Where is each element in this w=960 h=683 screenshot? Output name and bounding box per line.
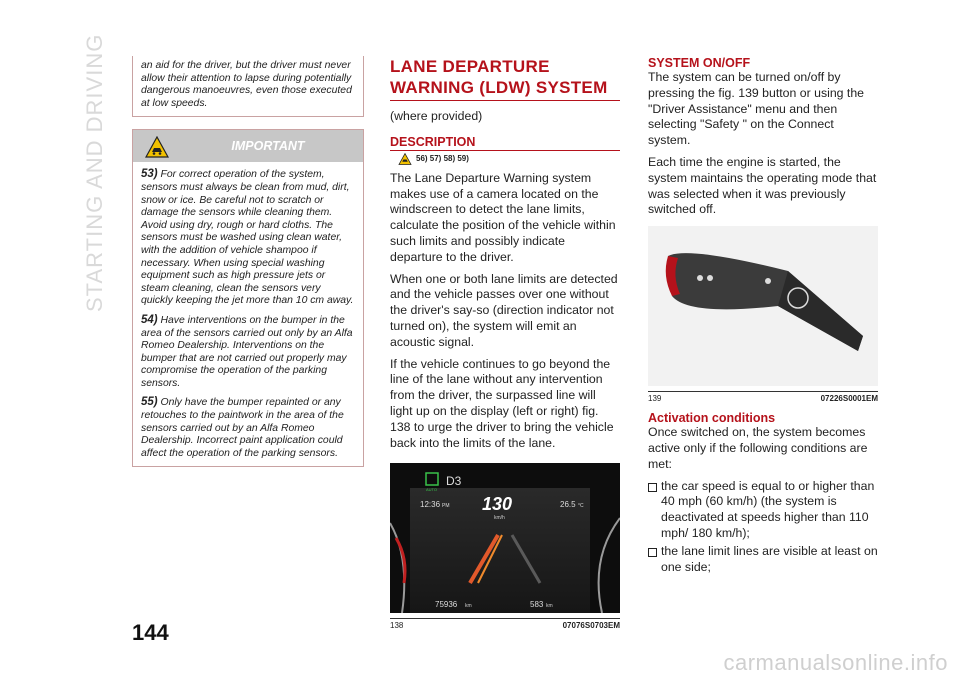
system-onoff-heading: SYSTEM ON/OFF — [648, 56, 751, 70]
speed-value: 130 — [482, 494, 513, 515]
clock-time: 12:36 — [420, 500, 441, 510]
where-provided: (where provided) — [390, 109, 483, 123]
stalk-button-image — [648, 226, 878, 386]
warning-references — [398, 153, 620, 165]
odometer-unit: km — [465, 603, 472, 610]
figure-number: 138 — [390, 621, 404, 631]
note-54 — [133, 314, 363, 391]
note-text: Have interventions on the bumper in the area of the sensors carried out only by an Alfa Romeo Dealership. Interventions on the bumper that are not carried out properly may compromise the operation of the parking sensors. — [141, 314, 353, 389]
page-number: 144 — [132, 620, 169, 645]
figure-139 — [648, 226, 878, 403]
column-left — [132, 56, 364, 467]
list-item-text: the car speed is equal to or higher than 40 mph (60 km/h) (the system is deactivated at speeds higher than 110 mph/ 180 km/h); — [661, 478, 875, 540]
note-text: For correct operation of the system, sensors must always be clean from mud, dirt, snow or ice. Be careful not to scratch or damage the sensors while cleaning them. Avoid using dry, rough or hard cloths. The sensors must be washed using clean water, with the addition of vehicle shampoo if necessary. When using special washing equipment such as high pressure jets or steam cleaning, clean the sensors very quickly keeping the jet more than 10 cm away. — [141, 169, 354, 307]
temperature-unit: °C — [578, 503, 584, 510]
intro-box — [132, 56, 364, 117]
figure-caption — [648, 391, 878, 403]
list-item-text: the lane limit lines are visible at least on one side; — [661, 543, 878, 574]
important-header — [133, 130, 363, 162]
figure-caption — [390, 618, 620, 630]
section-title: LANE DEPARTURE WARNING (LDW) SYSTEM — [390, 56, 620, 101]
trip-value: 583 — [530, 600, 544, 610]
clock-ampm: PM — [442, 503, 450, 510]
gear-indicator: D3 — [446, 474, 462, 489]
column-right — [648, 56, 878, 577]
odometer-value: 75936 — [435, 600, 458, 610]
activation-intro: Once switched on, the system becomes active only if the following conditions are met: — [648, 425, 868, 471]
watermark: carmanualsonline.info — [723, 650, 948, 675]
paragraph: The Lane Departure Warning system makes use of a camera located on the windscreen to detect the lane limits, calculate the position of the vehicle within such limits and possibly indicate departure to the driver. — [390, 170, 616, 264]
reference-numbers: 56) 57) 58) 59) — [416, 154, 469, 164]
list-item — [648, 544, 878, 576]
paragraph: The system can be turned on/off by pressing the fig. 139 button or using the "Driver Assistance" menu and then selecting "Safety " on the Connect system. — [648, 70, 865, 148]
trip-unit: km — [546, 603, 553, 610]
checkbox-bullet-icon — [648, 483, 657, 492]
paragraph: If the vehicle continues to go beyond the line of the lane without any intervention from the driver, the surpassed line will light up on the display (left or right) fig. 138 to urge the driver to bring the vehicle back into the limits of the lane. — [390, 356, 614, 450]
description-heading: DESCRIPTION — [390, 135, 620, 151]
note-53 — [133, 168, 363, 308]
paragraph: Each time the engine is started, the system maintains the operating mode that was selected when it was previously switched off. — [648, 154, 877, 217]
temperature-value: 26.5 — [560, 500, 576, 510]
note-number: 54) — [141, 313, 158, 326]
activation-heading: Activation conditions — [648, 411, 776, 426]
note-number: 53) — [141, 168, 158, 181]
dashboard-display-image — [390, 463, 620, 613]
note-number: 55) — [141, 396, 158, 409]
car-warning-icon — [398, 153, 412, 165]
list-item — [648, 479, 878, 542]
section-side-title — [82, 33, 108, 312]
speed-unit: km/h — [494, 515, 505, 522]
checkbox-bullet-icon — [648, 548, 657, 557]
intro-text: an aid for the driver, but the driver must never allow their attention to lapse during potentially dangerous manoeuvres, even those executed at low speeds. — [141, 60, 352, 109]
important-box — [132, 129, 364, 467]
figure-code: 07076S0703EM — [562, 621, 620, 631]
note-text: Only have the bumper repainted or any retouches to the paintwork in the area of the sensors carried out by an Alfa Romeo Dealership. Incorrect paint application could affect the operation of the parking sensors. — [141, 397, 344, 459]
important-label: IMPORTANT — [231, 139, 305, 154]
figure-138 — [390, 463, 620, 630]
figure-number: 139 — [648, 394, 662, 404]
paragraph: When one or both lane limits are detected and the vehicle passes over one without the driver's say-so (direction indicator not turned on), the system will emit an acoustic signal. — [390, 271, 618, 349]
note-55 — [133, 396, 363, 460]
auto-indicator: AUTO — [426, 487, 438, 493]
column-middle — [390, 56, 620, 630]
figure-code: 07226S0001EM — [820, 394, 878, 404]
side-title-text: STARTING AND DRIVING — [82, 33, 107, 312]
